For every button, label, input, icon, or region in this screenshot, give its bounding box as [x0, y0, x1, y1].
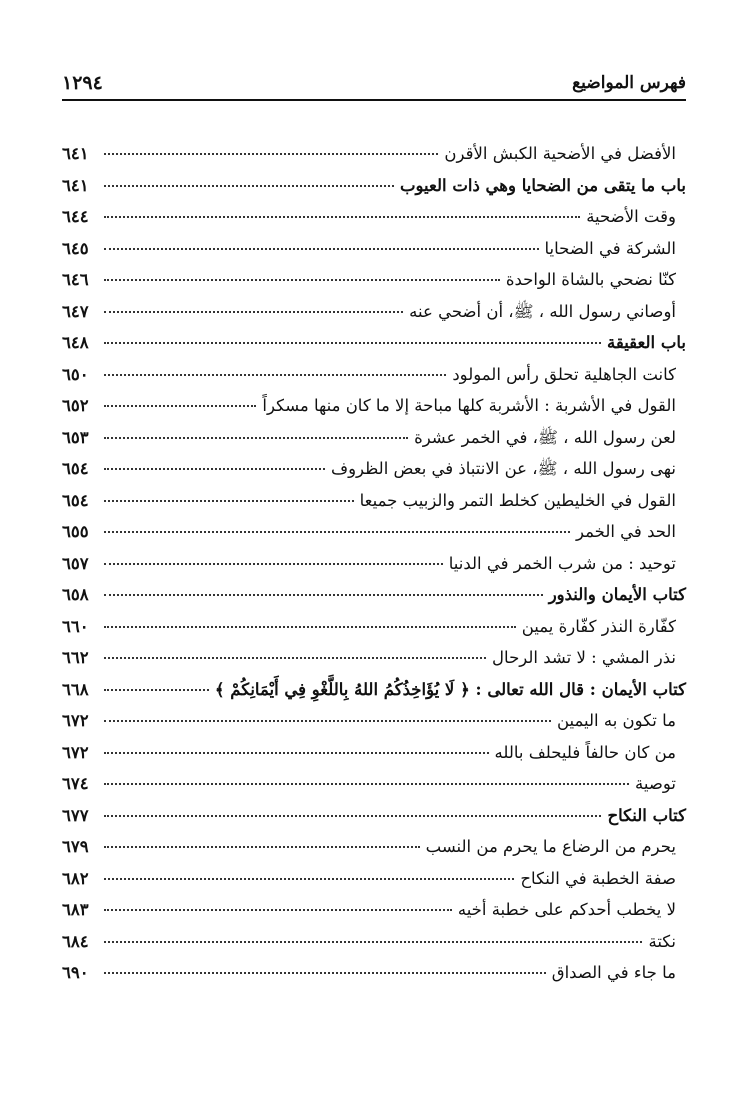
toc-entry-title: الشركة في الضحايا [544, 238, 676, 258]
dot-leader [104, 405, 256, 407]
toc-entry-title: يحرم من الرضاع ما يحرم من النسب [425, 837, 676, 856]
toc-entry [62, 239, 686, 271]
toc-entry-title: توحيد : من شرب الخمر في الدنيا [448, 553, 676, 573]
toc-entry-page-number: ٦٤٨ [62, 333, 89, 352]
dot-leader [104, 783, 629, 785]
toc-entry-page-number: ٦٤١ [62, 175, 89, 195]
toc-entry-title: كفّارة النذر كفّارة يمين [521, 616, 676, 636]
dot-leader [104, 909, 452, 911]
dot-leader [104, 878, 514, 880]
toc-entry-title: توصية [635, 774, 676, 793]
toc-entry [62, 554, 686, 586]
toc-entry-title: كتاب النكاح [607, 805, 686, 825]
toc-entry-title: وقت الأضحية [586, 207, 676, 226]
toc-entry [62, 333, 686, 365]
toc-entry-page-number: ٦٤١ [62, 144, 89, 163]
toc-entry-page-number: ٦٤٤ [62, 207, 89, 226]
toc-entry-title: أوصاني رسول الله ، ﷺ، أن أضحي عنه [409, 301, 676, 321]
toc-entry [62, 617, 686, 649]
dot-leader [104, 689, 209, 691]
toc-entry-title: كنّا نضحي بالشاة الواحدة [505, 270, 676, 289]
dot-leader [104, 342, 601, 344]
toc-entry-title: ما جاء في الصداق [551, 963, 676, 982]
header-page-number: ١٢٩٤ [62, 72, 103, 94]
toc-entry [62, 585, 686, 617]
toc-entry-title: باب ما يتقى من الضحايا وهي ذات العيوب [399, 175, 686, 195]
dot-leader [104, 216, 580, 218]
dot-leader [104, 279, 500, 281]
header-title: فهرس المواضيع [572, 73, 686, 93]
toc-entry-page-number: ٦٥٢ [62, 396, 89, 415]
dot-leader [104, 437, 408, 439]
toc-entry [62, 743, 686, 775]
toc-entry [62, 774, 686, 806]
toc-entry-page-number: ٦٦٠ [62, 616, 89, 636]
toc-entry-page-number: ٦٥٠ [62, 364, 89, 384]
dot-leader [104, 972, 546, 974]
toc-entry [62, 522, 686, 554]
toc-entry-page-number: ٦٥٨ [62, 585, 89, 604]
toc-entry-page-number: ٦٦٨ [62, 679, 89, 699]
toc-entry [62, 207, 686, 239]
toc-entry-title: لعن رسول الله ، ﷺ، في الخمر عشرة [414, 427, 676, 447]
dot-leader [104, 153, 438, 155]
toc-entry-title: من كان حالفاً فليحلف بالله [494, 742, 676, 762]
dot-leader [104, 374, 446, 376]
toc-entry-page-number: ٦٨٣ [62, 900, 89, 919]
toc-entry [62, 270, 686, 302]
toc-entry [62, 869, 686, 901]
table-of-contents [62, 144, 686, 995]
toc-entry-page-number: ٦٥٣ [62, 427, 89, 447]
toc-entry [62, 302, 686, 334]
toc-entry [62, 459, 686, 491]
toc-entry [62, 648, 686, 680]
dot-leader [104, 657, 486, 659]
dot-leader [104, 720, 551, 722]
toc-entry [62, 680, 686, 712]
toc-entry-title: الأفضل في الأضحية الكبش الأقرن [444, 144, 676, 163]
toc-entry-title: صفة الخطبة في النكاح [520, 868, 676, 888]
page-header [62, 68, 686, 98]
header-rule [62, 99, 686, 101]
dot-leader [104, 531, 570, 533]
toc-entry-page-number: ٦٤٧ [62, 301, 89, 321]
toc-entry-page-number: ٦٨٢ [62, 868, 89, 888]
dot-leader [104, 468, 325, 470]
toc-entry-page-number: ٦٤٦ [62, 270, 89, 289]
dot-leader [104, 594, 543, 596]
toc-entry-page-number: ٦٧٢ [62, 711, 89, 730]
toc-entry-page-number: ٦٦٢ [62, 648, 89, 667]
toc-entry [62, 900, 686, 932]
toc-entry-title: كتاب الأيمان : قال الله تعالى : ﴿ لَا يُؤَاخِذُكُمُ اللهُ بِاللَّغْوِ فِي أَيْمَانِكُمْ ﴾ [214, 679, 686, 699]
toc-entry [62, 837, 686, 869]
toc-entry [62, 365, 686, 397]
toc-entry-page-number: ٦٧٢ [62, 742, 89, 762]
toc-entry [62, 428, 686, 460]
toc-entry [62, 144, 686, 176]
toc-entry-page-number: ٦٥٤ [62, 490, 89, 510]
toc-entry-page-number: ٦٧٤ [62, 774, 89, 793]
dot-leader [104, 500, 354, 502]
dot-leader [104, 752, 489, 754]
toc-entry-title: باب العقيقة [607, 333, 686, 352]
toc-entry-title: ما تكون به اليمين [556, 711, 676, 730]
toc-entry-page-number: ٦٥٥ [62, 522, 89, 541]
toc-entry-page-number: ٦٧٧ [62, 805, 89, 825]
toc-entry-title: القول في الخليطين كخلط التمر والزبيب جميعا [359, 490, 676, 510]
dot-leader [104, 563, 443, 565]
dot-leader [104, 941, 642, 943]
toc-entry-title: نذر المشي : لا تشد الرحال [492, 648, 676, 667]
dot-leader [104, 185, 394, 187]
toc-entry [62, 711, 686, 743]
toc-entry-page-number: ٦٧٩ [62, 837, 89, 856]
toc-entry-title: نهى رسول الله ، ﷺ، عن الانتباذ في بعض الظروف [330, 459, 676, 478]
toc-entry-title: القول في الأشربة : الأشربة كلها مباحة إلا ما كان منها مسكراً [262, 396, 676, 415]
dot-leader [104, 846, 420, 848]
toc-entry [62, 176, 686, 208]
toc-entry-page-number: ٦٥٤ [62, 459, 89, 478]
dot-leader [104, 815, 601, 817]
toc-entry [62, 806, 686, 838]
dot-leader [104, 311, 403, 313]
toc-entry [62, 396, 686, 428]
toc-entry-page-number: ٦٩٠ [62, 963, 89, 982]
toc-entry [62, 491, 686, 523]
toc-entry-title: كتاب الأيمان والنذور [548, 585, 686, 604]
toc-entry-title: كانت الجاهلية تحلق رأس المولود [452, 364, 676, 384]
toc-entry-title: نكتة [648, 931, 676, 951]
dot-leader [104, 248, 539, 250]
toc-entry-title: لا يخطب أحدكم على خطبة أخيه [457, 900, 676, 919]
toc-entry [62, 932, 686, 964]
toc-entry-title: الحد في الخمر [576, 522, 676, 541]
toc-entry-page-number: ٦٤٥ [62, 238, 89, 258]
toc-entry-page-number: ٦٥٧ [62, 553, 89, 573]
toc-entry [62, 963, 686, 995]
dot-leader [104, 626, 516, 628]
toc-entry-page-number: ٦٨٤ [62, 931, 89, 951]
